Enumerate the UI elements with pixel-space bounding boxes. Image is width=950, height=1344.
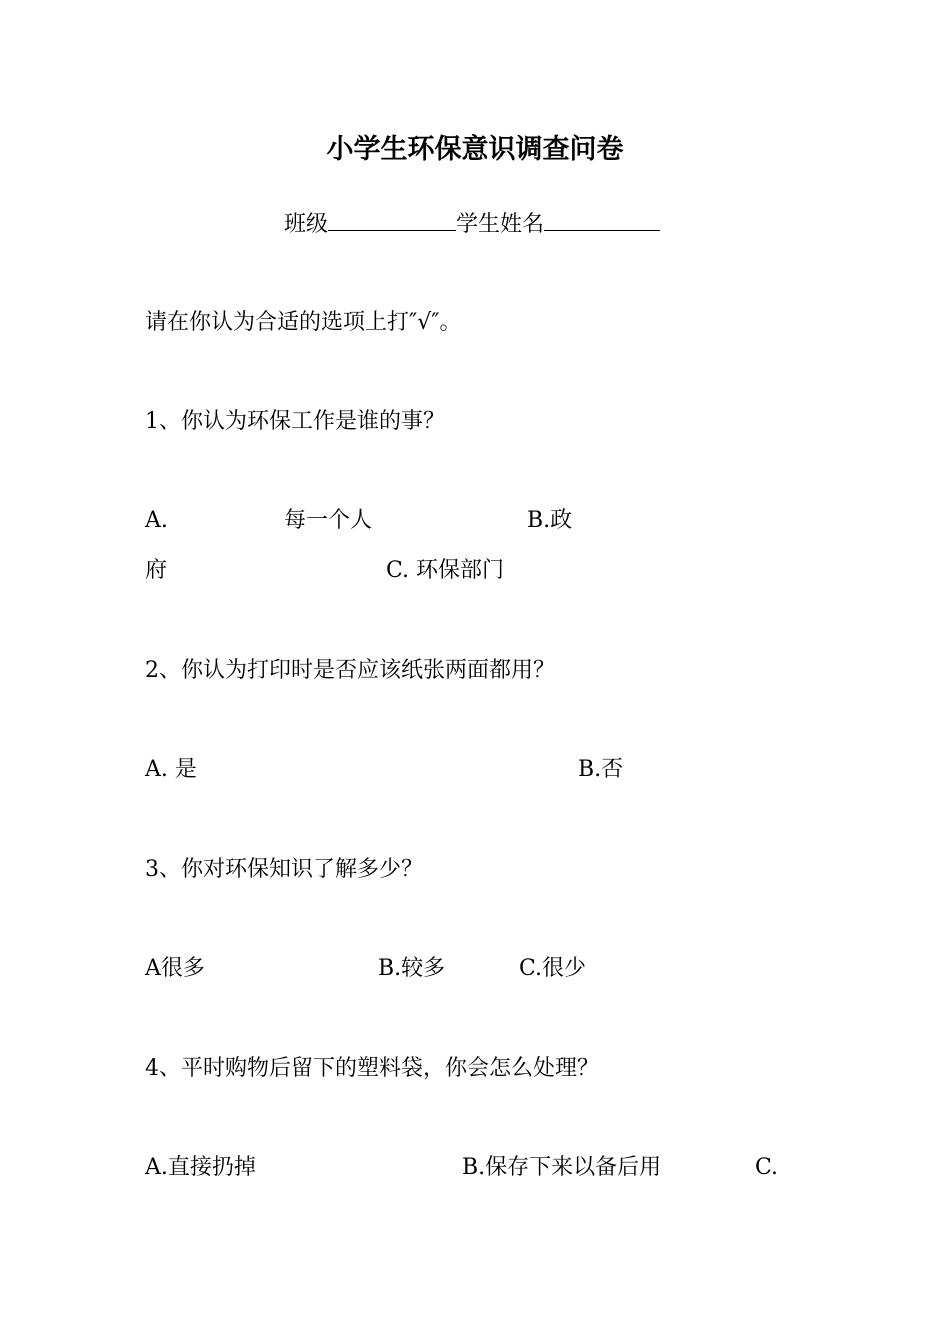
instruction: 请在你认为合适的选项上打″√″。 xyxy=(145,310,462,335)
q2-option-a[interactable]: A. 是 xyxy=(145,757,197,782)
class-blank xyxy=(328,206,456,231)
q1-option-b[interactable]: B.政 xyxy=(527,508,573,533)
q4-option-a[interactable]: A.直接扔掉 xyxy=(145,1155,256,1180)
student-name-blank xyxy=(544,206,660,231)
q3-option-b[interactable]: B.较多 xyxy=(378,956,446,981)
q1-option-a-letter[interactable]: A. xyxy=(145,508,168,533)
q4-option-b[interactable]: B.保存下来以备后用 xyxy=(462,1155,662,1180)
question-3: 3、你对环保知识了解多少？ xyxy=(145,857,423,882)
student-info-row xyxy=(284,206,660,241)
question-1: 1、你认为环保工作是谁的事？ xyxy=(145,409,445,434)
q2-option-b[interactable]: B.否 xyxy=(578,757,624,782)
q3-option-c[interactable]: C.很少 xyxy=(519,956,587,981)
q4-option-c[interactable]: C. xyxy=(755,1155,779,1180)
student-name-label: 学生姓名 xyxy=(456,212,545,237)
q1-option-a-text[interactable]: 每一个人 xyxy=(284,508,373,533)
question-2: 2、你认为打印时是否应该纸张两面都用？ xyxy=(145,658,555,683)
class-label: 班级 xyxy=(284,212,329,237)
q1-option-b-cont[interactable]: 府 xyxy=(145,558,168,583)
page-title: 小学生环保意识调查问卷 xyxy=(326,134,624,165)
q1-option-c[interactable]: C. 环保部门 xyxy=(386,558,505,583)
question-4: 4、平时购物后留下的塑料袋，你会怎么处理？ xyxy=(145,1056,599,1081)
q3-option-a[interactable]: A很多 xyxy=(145,956,205,981)
